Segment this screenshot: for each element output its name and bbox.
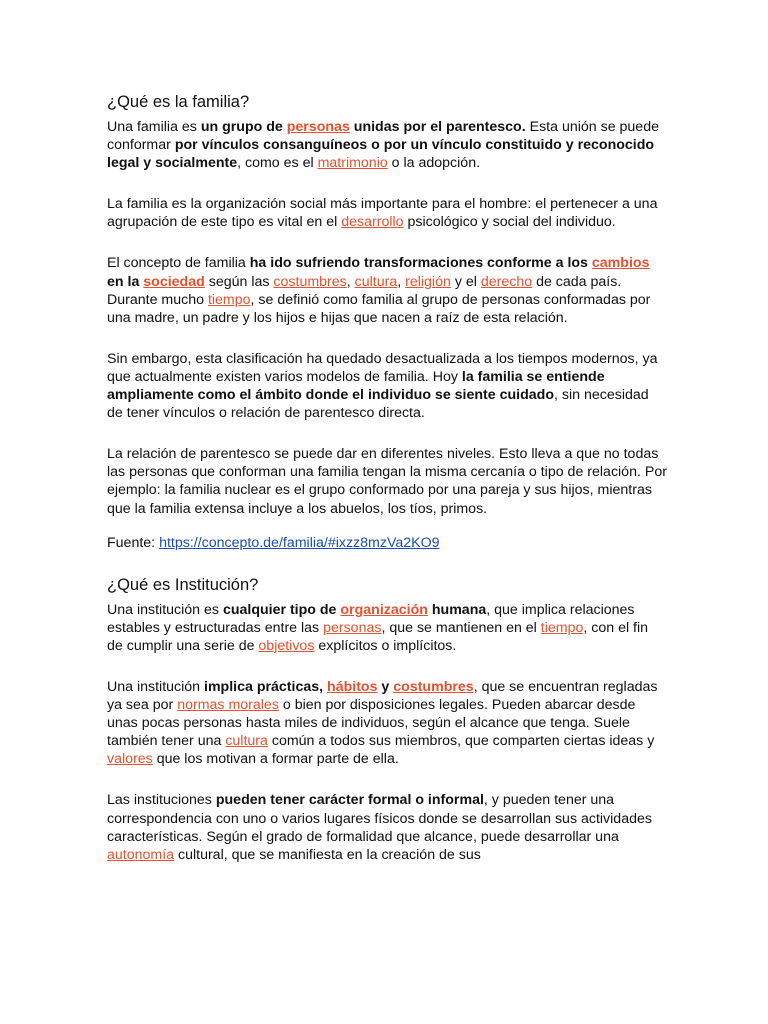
link-objetivos[interactable]: objetivos xyxy=(258,637,315,654)
text: , se definió como familia al grupo de personas conformadas por una madre, un padre y los hijos e hijas que nacen a raíz de esta relación. xyxy=(107,291,651,326)
text: psicológico y social del individuo. xyxy=(403,214,616,231)
link-matrimonio[interactable]: matrimonio xyxy=(317,155,388,172)
paragraph-institucion-1 xyxy=(107,601,667,655)
text: El concepto de familia xyxy=(107,255,250,272)
text: Esta unión se puede conformar xyxy=(107,119,659,154)
link-cultura[interactable]: cultura xyxy=(354,273,398,290)
text: Las instituciones xyxy=(107,792,216,809)
link-cultura[interactable]: cultura xyxy=(225,733,268,750)
text: y el xyxy=(450,273,481,290)
text: , que se mantienen en el xyxy=(381,619,541,636)
text: o la adopción. xyxy=(387,155,481,172)
source-link[interactable]: https://concepto.de/familia/#ixzz8mzVa2KO9 xyxy=(159,534,440,551)
text: o bien por disposiciones legales. Pueden abarcar desde unas pocas personas hasta miles de individuos, según el alcance que tenga. Suele también tener una xyxy=(107,697,636,750)
text: , que se encuentran regladas ya sea por xyxy=(107,678,658,714)
link-derecho[interactable]: derecho xyxy=(480,273,533,290)
text: , con el fin de cumplir una serie de xyxy=(107,619,649,654)
bold-text: ha ido sufriendo transformaciones conforme a los xyxy=(249,255,592,272)
text: Sin embargo, esta clasificación ha quedado desactualizada a los tiempos modernos, ya que actualmente existen varios modelos de familia. Hoy xyxy=(107,350,658,385)
bold-text: humana xyxy=(427,601,487,618)
bold-text: pueden tener carácter formal o informal xyxy=(215,792,484,809)
link-tiempo[interactable]: tiempo xyxy=(207,291,251,308)
source-line xyxy=(107,534,667,552)
text: , xyxy=(346,273,355,290)
link-costumbres[interactable]: costumbres xyxy=(273,273,347,290)
link-personas[interactable]: personas xyxy=(286,119,350,135)
paragraph-institucion-2 xyxy=(107,678,667,768)
text: La familia es la organización social más importante para el hombre: el pertenecer a una agrupación de este tipo es vital en el xyxy=(107,196,658,231)
link-religion[interactable]: religión xyxy=(405,273,451,290)
link-tiempo[interactable]: tiempo xyxy=(540,619,584,636)
paragraph-familia-3 xyxy=(107,254,667,326)
link-valores[interactable]: valores xyxy=(107,751,153,768)
text: Una familia es xyxy=(107,119,201,135)
bold-text: cualquier tipo de xyxy=(222,601,341,618)
text: , que implica relaciones estables y estructuradas entre las xyxy=(107,601,635,636)
heading-familia: ¿Qué es la familia? xyxy=(107,93,250,111)
paragraph-familia-4 xyxy=(107,350,667,422)
link-autonomia[interactable]: autonomía xyxy=(107,846,175,863)
paragraph-familia-2 xyxy=(107,195,667,231)
link-sociedad[interactable]: sociedad xyxy=(143,273,205,290)
text: , y pueden tener una correspondencia con uno o varios lugares físicos donde se desarrollan sus actividades características. Según el grado de formalidad que alcance, puede desarrollar una xyxy=(107,792,652,845)
link-normas-morales[interactable]: normas morales xyxy=(177,697,279,714)
text: según las xyxy=(204,273,274,290)
bold-text: implica prácticas, xyxy=(204,678,328,695)
link-cambios[interactable]: cambios xyxy=(591,255,650,272)
link-habitos[interactable]: hábitos xyxy=(327,678,378,695)
text: Una institución es xyxy=(107,601,223,618)
paragraph-familia-5: La relación de parentesco se puede dar en diferentes niveles. Esto lleva a que no todas las personas que conforman una familia tengan la misma cercanía o tipo de relación. Por ejemplo: la familia nuclear es el grupo conformado por una pareja y sus hijos, mientras que la familia extensa incluye a los abuelos, los tíos, primos. xyxy=(107,446,667,517)
paragraph-familia-1 xyxy=(107,118,667,172)
text: que los motivan a formar parte de ella. xyxy=(152,751,399,768)
link-desarrollo[interactable]: desarrollo xyxy=(341,214,404,231)
text: de cada país. Durante mucho xyxy=(107,273,622,308)
text: , xyxy=(397,273,406,290)
link-organizacion[interactable]: organización xyxy=(340,601,428,618)
paragraph-institucion-3 xyxy=(107,791,667,863)
heading-institucion: ¿Qué es Institución? xyxy=(107,575,259,594)
bold-text: un grupo de xyxy=(200,119,287,135)
bold-text: unidas por el parentesco. xyxy=(349,119,526,135)
bold-text: y xyxy=(377,678,394,695)
text: cultural, que se manifiesta en la creación de sus xyxy=(174,846,481,863)
document-page xyxy=(107,92,667,887)
bold-text: la familia se entiende ampliamente como el ámbito donde el individuo se siente cuidado xyxy=(107,368,605,404)
source-label: Fuente: xyxy=(107,534,160,551)
text: , como es el xyxy=(237,155,318,172)
link-personas[interactable]: personas xyxy=(323,619,382,636)
bold-text: por vínculos consanguíneos o por un vínculo constituido y reconocido legal y socialmente xyxy=(107,137,655,172)
bold-text: en la xyxy=(107,273,144,290)
link-costumbres[interactable]: costumbres xyxy=(393,678,474,695)
text: , sin necesidad de tener vínculos o relación de parentesco directa. xyxy=(107,387,649,422)
text: común a todos sus miembros, que comparten ciertas ideas y xyxy=(267,733,655,750)
text: explícitos o implícitos. xyxy=(314,637,457,654)
text: Una institución xyxy=(107,678,204,695)
